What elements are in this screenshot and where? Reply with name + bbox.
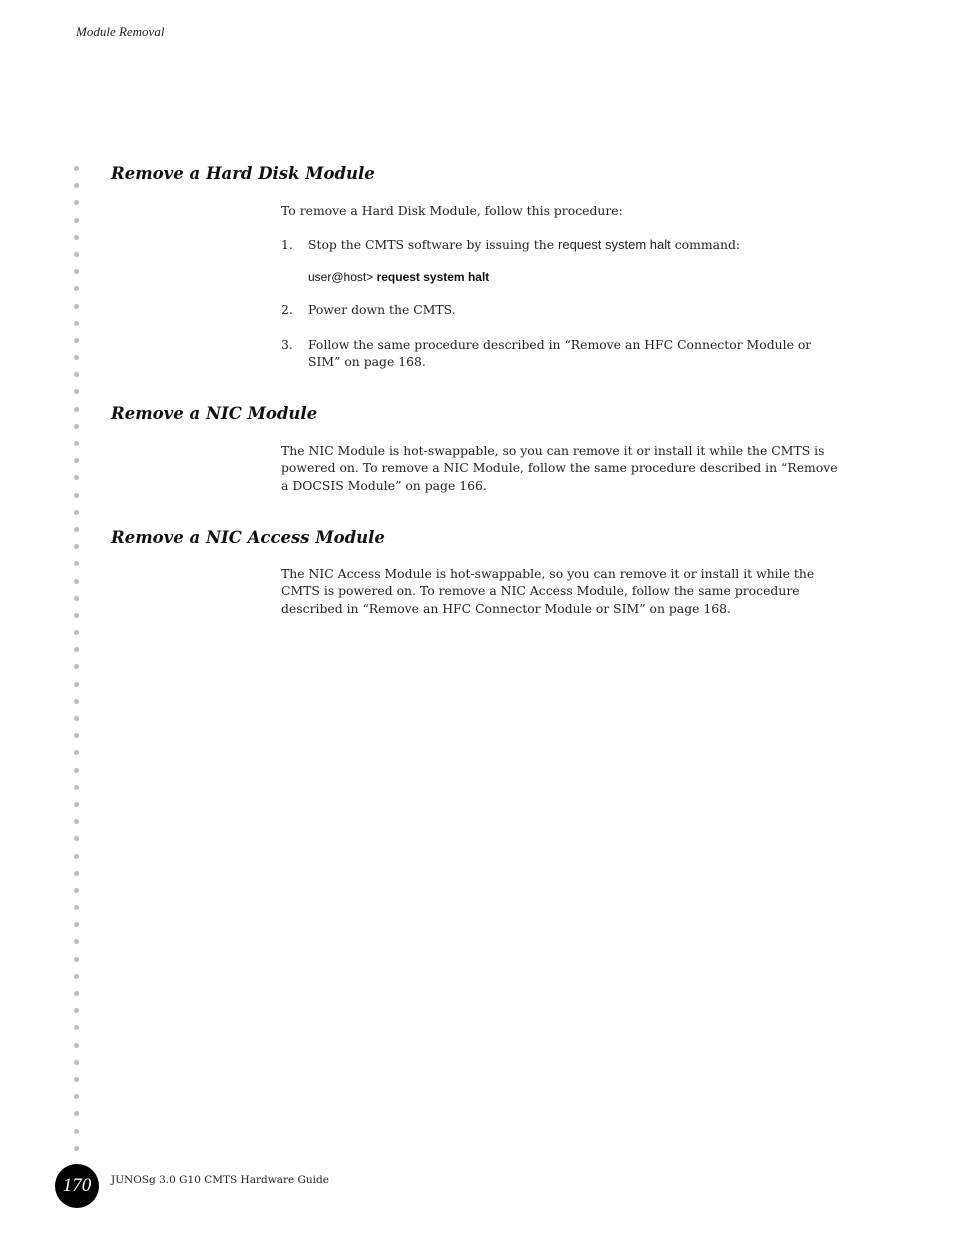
margin-dot (74, 647, 79, 652)
section-heading-nic-access: Remove a NIC Access Module (111, 528, 385, 547)
margin-dot (74, 1094, 79, 1099)
margin-dot (74, 286, 79, 291)
step-text: Power down the CMTS. (308, 302, 456, 317)
margin-dot (74, 407, 79, 412)
margin-dot (74, 269, 79, 274)
margin-dot (74, 613, 79, 618)
margin-dot (74, 699, 79, 704)
margin-dot (74, 905, 79, 910)
margin-dot (74, 493, 79, 498)
margin-dot (74, 1043, 79, 1048)
section-intro: To remove a Hard Disk Module, follow this procedure: (281, 203, 623, 218)
margin-dot (74, 802, 79, 807)
margin-dot (74, 544, 79, 549)
margin-dot (74, 768, 79, 773)
margin-dot (74, 561, 79, 566)
book-title: JUNOSg 3.0 G10 CMTS Hardware Guide (111, 1174, 329, 1186)
cli-prompt: user@host> (308, 270, 377, 284)
section-body: The NIC Access Module is hot-swappable, so you can remove it or install it while the CMTS is powered on. To remove a NIC Access Module, follow the same procedure described in “Remove an HFC Connector Module or SIM” on page 168. (281, 566, 815, 616)
page-number-badge: 170 (55, 1164, 99, 1208)
margin-dot (74, 424, 79, 429)
margin-dot (74, 252, 79, 257)
cli-command: request system halt (376, 270, 490, 284)
margin-dot (74, 888, 79, 893)
margin-dot (74, 372, 79, 377)
margin-dot (74, 1129, 79, 1134)
margin-dot (74, 1060, 79, 1065)
margin-dot (74, 1008, 79, 1013)
margin-dot (74, 1077, 79, 1082)
margin-dot (74, 682, 79, 687)
margin-dot (74, 527, 79, 532)
margin-dot (74, 1111, 79, 1116)
step-text: Follow the same procedure described in “Remove an HFC Connector Module or SIM” on page 168. (308, 337, 812, 370)
margin-dot (74, 974, 79, 979)
section-heading-hard-disk: Remove a Hard Disk Module (111, 164, 375, 183)
margin-dot (74, 458, 79, 463)
margin-dot (74, 596, 79, 601)
margin-dot (74, 166, 79, 171)
margin-dot (74, 321, 79, 326)
margin-dot (74, 218, 79, 223)
margin-dot (74, 338, 79, 343)
margin-dot (74, 389, 79, 394)
step-1 (281, 236, 843, 253)
margin-dot (74, 664, 79, 669)
step-3 (281, 336, 843, 371)
margin-dot (74, 750, 79, 755)
margin-dot (74, 836, 79, 841)
margin-dot (74, 235, 79, 240)
running-head: Module Removal (76, 24, 165, 39)
margin-dot (74, 733, 79, 738)
step-number: 3. (281, 337, 293, 352)
margin-dot (74, 630, 79, 635)
margin-dot (74, 579, 79, 584)
margin-dot (74, 922, 79, 927)
margin-dot (74, 1146, 79, 1151)
margin-dot (74, 716, 79, 721)
margin-dot-rule (74, 166, 82, 1163)
margin-dot (74, 475, 79, 480)
section-heading-nic: Remove a NIC Module (111, 404, 318, 423)
margin-dot (74, 991, 79, 996)
code-example (308, 270, 489, 284)
margin-dot (74, 441, 79, 446)
step-text: command: (670, 237, 741, 252)
margin-dot (74, 957, 79, 962)
margin-dot (74, 871, 79, 876)
margin-dot (74, 200, 79, 205)
margin-dot (74, 785, 79, 790)
margin-dot (74, 939, 79, 944)
inline-command: request system halt (558, 237, 671, 252)
margin-dot (74, 510, 79, 515)
section-body: The NIC Module is hot-swappable, so you can remove it or install it while the CMTS is powered on. To remove a NIC Module, follow the same procedure described in “Remove a DOCSIS Module” on page 166. (281, 443, 838, 493)
step-number: 1. (281, 237, 293, 252)
margin-dot (74, 819, 79, 824)
margin-dot (74, 1025, 79, 1030)
step-2 (281, 301, 843, 318)
margin-dot (74, 854, 79, 859)
margin-dot (74, 183, 79, 188)
margin-dot (74, 304, 79, 309)
margin-dot (74, 355, 79, 360)
step-text: Stop the CMTS software by issuing the (308, 237, 559, 252)
step-number: 2. (281, 302, 293, 317)
